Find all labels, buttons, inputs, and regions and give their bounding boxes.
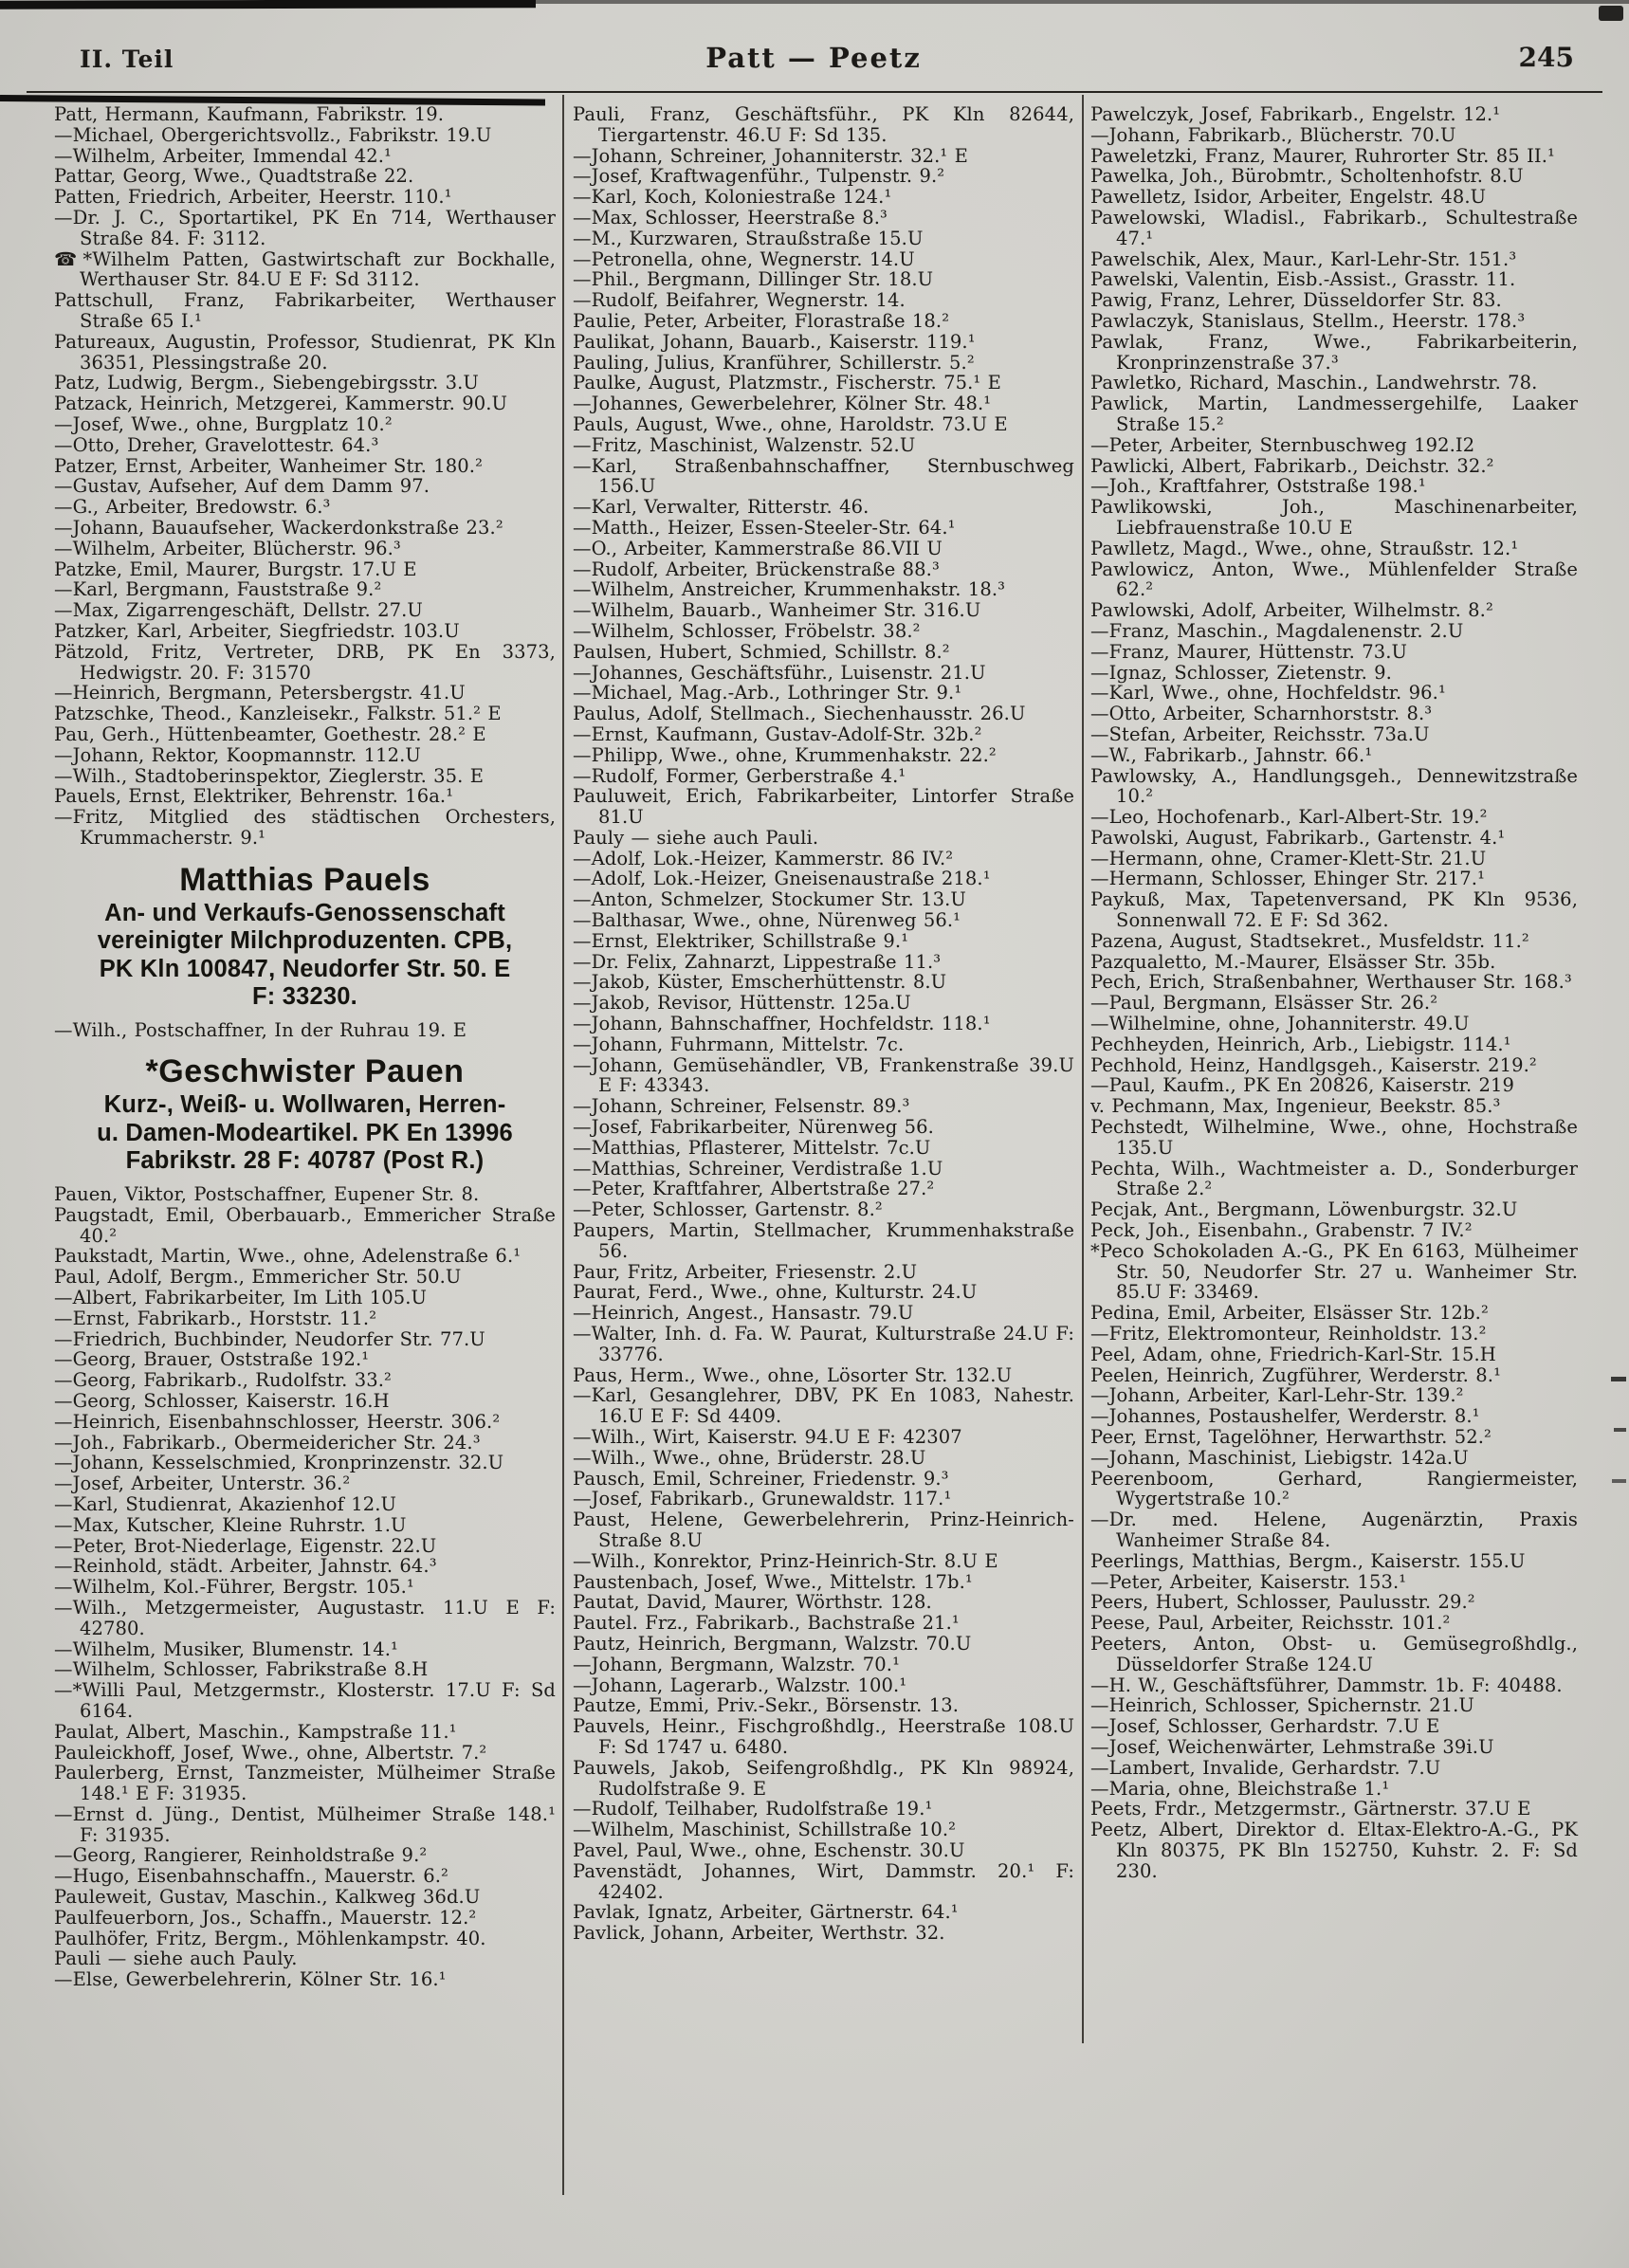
directory-entry: Pawelka, Joh., Bürobmtr., Scholtenhofstr. 8.U (1090, 165, 1524, 188)
directory-entry: —Josef, Fabrikarb., Grunewaldstr. 117.¹ (573, 1488, 952, 1510)
directory-entry: Patzke, Emil, Maurer, Burgstr. 17.U E (54, 558, 417, 580)
directory-entry: Pechhold, Heinz, Handlgsgeh., Kaiserstr. 219.² (1090, 1053, 1537, 1076)
directory-entry: Pauleweit, Gustav, Maschin., Kalkweg 36d.U (54, 1886, 481, 1909)
directory-entry: —Anton, Schmelzer, Stockumer Str. 13.U (573, 888, 966, 911)
directory-entry: —Karl, Wwe., ohne, Hochfeldstr. 96.¹ (1090, 682, 1446, 704)
directory-entry: —Josef, Schlosser, Gerhardstr. 7.U E (1090, 1715, 1440, 1738)
directory-entry: Pechta, Wilh., Wachtmeister a. D., Sonderburger Straße 2.² (1090, 1157, 1578, 1200)
directory-entry: —M., Kurzwaren, Straußstraße 15.U (573, 227, 924, 249)
directory-entry: —Heinrich, Bergmann, Petersbergstr. 41.U (54, 682, 466, 704)
section-label: II. Teil (80, 46, 174, 73)
directory-entry: —Paul, Bergmann, Elsässer Str. 26.² (1090, 992, 1438, 1015)
directory-entry: —Wilhelm, Kol.-Führer, Bergstr. 105.¹ (54, 1576, 414, 1599)
directory-entry: Pauling, Julius, Kranführer, Schillerstr. 5.² (573, 351, 975, 374)
directory-entry: —Jakob, Revisor, Hüttenstr. 125a.U (573, 992, 911, 1015)
directory-entry: Paukstadt, Martin, Wwe., ohne, Adelenstraße 6.¹ (54, 1245, 522, 1268)
directory-entry: —Heinrich, Schlosser, Spichernstr. 21.U (1090, 1694, 1474, 1717)
directory-entry: ☎*Wilhelm Patten, Gastwirtschaft zur Bockhalle, Werthauser Str. 84.U E F: Sd 3112. (54, 247, 556, 291)
directory-entry: —Georg, Schlosser, Kaiserstr. 16.H (54, 1389, 390, 1412)
directory-entry: Patureaux, Augustin, Professor, Studienrat, PK Kln 36351, Plessingstraße 20. (54, 330, 556, 374)
directory-entry: Pawolski, August, Fabrikarb., Gartenstr. 4.¹ (1090, 826, 1506, 849)
directory-entry: Pawelletz, Isidor, Arbeiter, Engelstr. 48.U (1090, 186, 1487, 209)
directory-entry: —Johann, Bahnschaffner, Hochfeldstr. 118.¹ (573, 1013, 991, 1035)
directory-entry: Pavlak, Ignatz, Arbeiter, Gärtnerstr. 64.¹ (573, 1901, 959, 1924)
directory-entry: Paulie, Peter, Arbeiter, Florastraße 18.² (573, 309, 950, 332)
directory-entry: Pauli, Franz, Geschäftsführ., PK Kln 82644, Tiergartenstr. 46.U F: Sd 135. (573, 103, 1074, 146)
directory-entry: Paulikat, Johann, Bauarb., Kaiserstr. 119.¹ (573, 330, 976, 353)
directory-entry: Paugstadt, Emil, Oberbauarb., Emmericher Straße 40.² (54, 1203, 556, 1247)
directory-entry: Patzer, Ernst, Arbeiter, Wanheimer Str. 180.² (54, 454, 483, 477)
running-title: Patt — Peetz (705, 42, 922, 74)
directory-entry: —Johann, Schreiner, Johanniterstr. 32.¹ E (573, 144, 968, 167)
directory-entry: Paulat, Albert, Maschin., Kampstraße 11.¹ (54, 1720, 457, 1743)
directory-entry: Paulerberg, Ernst, Tanzmeister, Mülheimer Straße 148.¹ E F: 31935. (54, 1762, 556, 1805)
directory-entry: Pazqualetto, M.-Maurer, Elsässer Str. 35b. (1090, 950, 1496, 973)
directory-entry: —Peter, Arbeiter, Sternbuschweg 192.I2 (1090, 433, 1475, 456)
directory-entry: Pawlowicz, Anton, Wwe., Mühlenfelder Straße 62.² (1090, 558, 1578, 601)
directory-entry: Pautel. Frz., Fabrikarb., Bachstraße 21.¹ (573, 1612, 960, 1635)
directory-entry: Pawelowski, Wladisl., Fabrikarb., Schultestraße 47.¹ (1090, 206, 1578, 249)
advertisement-line: PK Kln 100847, Neudorfer Str. 50. E (99, 955, 511, 982)
directory-entry: —Jakob, Küster, Emscherhüttenstr. 8.U (573, 971, 947, 994)
directory-entry: —Dr. med. Helene, Augenärztin, Praxis Wanheimer Straße 84. (1090, 1509, 1578, 1551)
directory-entry: Pazena, August, Stadtsekret., Musfeldstr. 11.² (1090, 929, 1529, 952)
directory-entry: Peese, Paul, Arbeiter, Reichsstr. 101.² (1090, 1612, 1451, 1635)
directory-entry: —Wilhelm, Arbeiter, Blücherstr. 96.³ (54, 537, 401, 559)
directory-entry: —Wilhelmine, ohne, Johanniterstr. 49.U (1090, 1013, 1470, 1035)
directory-entry: —Hermann, ohne, Cramer-Klett-Str. 21.U (1090, 847, 1487, 869)
directory-entry: Peetz, Albert, Direktor d. Eltax-Elektro-A.-G., PK Kln 80375, PK Bln 152750, Kuhstr. 2. F: Sd 230. (1090, 1819, 1578, 1882)
directory-entry: —Friedrich, Buchbinder, Neudorfer Str. 77.U (54, 1327, 485, 1350)
directory-entry: —Gustav, Aufseher, Auf dem Damm 97. (54, 475, 430, 498)
directory-entry: —Johann, Rektor, Koopmannstr. 112.U (54, 743, 421, 766)
directory-entry: —Max, Kutscher, Kleine Ruhrstr. 1.U (54, 1513, 407, 1536)
directory-entry: —Reinhold, städt. Arbeiter, Jahnstr. 64.³ (54, 1555, 437, 1578)
directory-entry: —Johann, Fabrikarb., Blücherstr. 70.U (1090, 123, 1456, 146)
directory-entry: —Ignaz, Schlosser, Zietenstr. 9. (1090, 661, 1392, 684)
directory-entry: Paust, Helene, Gewerbelehrerin, Prinz-Heinrich-Straße 8.U (573, 1509, 1074, 1551)
directory-entry: Pawlak, Franz, Wwe., Fabrikarbeiterin, Kronprinzenstraße 37.³ (1090, 330, 1578, 374)
advertisement (56, 1052, 554, 1176)
directory-entry: —H. W., Geschäftsführer, Dammstr. 1b. F: 40488. (1090, 1674, 1563, 1696)
directory-entry: —Matthias, Schreiner, Verdistraße 1.U (573, 1157, 943, 1180)
directory-entry: —G., Arbeiter, Bredowstr. 6.³ (54, 496, 331, 519)
directory-entry: Paulus, Adolf, Stellmach., Siechenhausstr. 26.U (573, 703, 1026, 725)
directory-entry: —Fritz, Maschinist, Walzenstr. 52.U (573, 433, 916, 456)
advertisement-line: F: 33230. (252, 983, 357, 1011)
directory-entry: —Wilhelm, Bauarb., Wanheimer Str. 316.U (573, 599, 981, 622)
directory-entry: Peelen, Heinrich, Zugführer, Werderstr. 8.¹ (1090, 1363, 1501, 1386)
directory-entry: —Paul, Kaufm., PK En 20826, Kaiserstr. 219 (1090, 1074, 1515, 1097)
scan-artifact (531, 0, 1629, 4)
directory-entry: —Joh., Fabrikarb., Obermeidericher Str. 24.³ (54, 1431, 481, 1454)
directory-entry: Pauly — siehe auch Pauli. (573, 826, 819, 849)
directory-entry: —Michael, Mag.-Arb., Lothringer Str. 9.¹ (573, 682, 962, 704)
directory-entry: Patzschke, Theod., Kanzleisekr., Falkstr. 51.² E (54, 703, 502, 725)
directory-entry: —Josef, Kraftwagenführ., Tulpenstr. 9.² (573, 165, 945, 188)
directory-entry: Peel, Adam, ohne, Friedrich-Karl-Str. 15.H (1090, 1343, 1496, 1365)
directory-entry: Pawlletz, Magd., Wwe., ohne, Straußstr. 12.¹ (1090, 537, 1519, 559)
directory-entry: —Heinrich, Angest., Hansastr. 79.U (573, 1302, 914, 1325)
directory-entry: —Fritz, Mitglied des städtischen Orchesters, Krummacherstr. 9.¹ (54, 806, 556, 849)
directory-entry: —Georg, Fabrikarb., Rudolfstr. 33.² (54, 1369, 392, 1392)
directory-entry: Pautz, Heinrich, Bergmann, Walzstr. 70.U (573, 1632, 972, 1655)
scan-artifact (1599, 6, 1623, 21)
directory-entry: Peets, Frdr., Metzgermstr., Gärtnerstr. 37.U E (1090, 1798, 1531, 1820)
directory-entry: Pauvels, Heinr., Fischgroßhdlg., Heerstraße 108.U F: Sd 1747 u. 6480. (573, 1715, 1074, 1758)
directory-entry: —Wilh., Metzgermeister, Augustastr. 11.U E F: 42780. (54, 1596, 556, 1639)
directory-entry: Pautat, David, Maurer, Wörthstr. 128. (573, 1591, 932, 1614)
directory-entry: —Franz, Maurer, Hüttenstr. 73.U (1090, 640, 1408, 663)
directory-entry: —Dr. J. C., Sportartikel, PK En 714, Werthauser Straße 84. F: 3112. (54, 206, 556, 249)
directory-entry: —Wilh., Konrektor, Prinz-Heinrich-Str. 8.U E (573, 1549, 998, 1572)
page-number: 245 (1518, 42, 1574, 73)
directory-entry: Pätzold, Fritz, Vertreter, DRB, PK En 3373, Hedwigstr. 20. F: 31570 (54, 640, 556, 684)
directory-entry: —Max, Schlosser, Heerstraße 8.³ (573, 206, 888, 229)
directory-entry: —Matth., Heizer, Essen-Steeler-Str. 64.¹ (573, 516, 956, 539)
directory-entry: Patz, Ludwig, Bergm., Siebengebirgsstr. 3.U (54, 372, 479, 394)
directory-entry: —Ernst, Elektriker, Schillstraße 9.¹ (573, 929, 909, 952)
directory-entry: Pechheyden, Heinrich, Arb., Liebigstr. 114.¹ (1090, 1033, 1511, 1055)
directory-entry: —Johann, Arbeiter, Karl-Lehr-Str. 139.² (1090, 1384, 1464, 1407)
directory-entry: Peer, Ernst, Tagelöhner, Herwarthstr. 52.² (1090, 1426, 1492, 1448)
directory-entry: Pawlaczyk, Stanislaus, Stellm., Heerstr. 178.³ (1090, 309, 1526, 332)
directory-entry: —Johann, Schreiner, Felsenstr. 89.³ (573, 1095, 910, 1118)
directory-entry: —Heinrich, Eisenbahnschlosser, Heerstr. 306.² (54, 1410, 501, 1433)
directory-entry: —Balthasar, Wwe., ohne, Nürenweg 56.¹ (573, 909, 961, 932)
directory-entry: —Wilh., Wwe., ohne, Brüderstr. 28.U (573, 1446, 926, 1469)
directory-entry: Pauleickhoff, Josef, Wwe., ohne, Albertstr. 7.² (54, 1741, 487, 1764)
scan-artifact (1612, 1479, 1626, 1483)
directory-entry: Pech, Erich, Straßenbahner, Werthauser Str. 168.³ (1090, 971, 1572, 994)
directory-entry: —Max, Zigarrengeschäft, Dellstr. 27.U (54, 599, 423, 622)
directory-entry: —Ernst, Kaufmann, Gustav-Adolf-Str. 32b.² (573, 722, 982, 745)
directory-entry: Pawlick, Martin, Landmessergehilfe, Laaker Straße 15.² (1090, 393, 1578, 435)
directory-entry: Paulsen, Hubert, Schmied, Schillstr. 8.² (573, 640, 950, 663)
directory-entry: —Albert, Fabrikarbeiter, Im Lith 105.U (54, 1286, 428, 1308)
directory-entry: —Lambert, Invalide, Gerhardstr. 7.U (1090, 1756, 1441, 1779)
directory-entry: —Josef, Weichenwärter, Lehmstraße 39i.U (1090, 1735, 1494, 1758)
directory-entry: —Peter, Schlosser, Gartenstr. 8.² (573, 1198, 883, 1221)
directory-entry: —Peter, Brot-Niederlage, Eigenstr. 22.U (54, 1534, 437, 1557)
directory-entry: —*Willi Paul, Metzgermstr., Klosterstr. 17.U F: Sd 6164. (54, 1679, 556, 1722)
directory-entry: Patzack, Heinrich, Metzgerei, Kammerstr. 90.U (54, 393, 508, 415)
directory-entry: —Johannes, Gewerbelehrer, Kölner Str. 48.¹ (573, 393, 992, 415)
advertisement-line: An- und Verkaufs-Genossenschaft (104, 899, 505, 926)
directory-entry: —Otto, Dreher, Gravelottestr. 64.³ (54, 433, 379, 456)
advertisement-line: Fabrikstr. 28 F: 40787 (Post R.) (125, 1147, 485, 1175)
page-header (53, 40, 1574, 87)
advertisement-line: vereinigter Milchproduzenten. CPB, (97, 927, 513, 955)
directory-entry: Patt, Hermann, Kaufmann, Fabrikstr. 19. (54, 103, 445, 125)
directory-entry: —Johann, Bergmann, Walzstr. 70.¹ (573, 1653, 900, 1675)
directory-entry: Paupers, Martin, Stellmacher, Krummenhakstraße 56. (573, 1219, 1074, 1262)
directory-entry: —Ernst, Fabrikarb., Horststr. 11.² (54, 1307, 377, 1329)
directory-entry: —Karl, Bergmann, Fauststraße 9.² (54, 578, 382, 601)
directory-entry: —Wilhelm, Schlosser, Fabrikstraße 8.H (54, 1658, 429, 1681)
directory-entry: Pawig, Franz, Lehrer, Düsseldorfer Str. 83. (1090, 289, 1502, 312)
column-divider (562, 95, 564, 2195)
directory-entry: Pecjak, Ant., Bergmann, Löwenburgstr. 32.U (1090, 1198, 1518, 1221)
directory-entry: —Karl, Studienrat, Akazienhof 12.U (54, 1492, 397, 1515)
directory-entry: —Georg, Rangierer, Reinholdstraße 9.² (54, 1844, 428, 1867)
directory-entry: —Adolf, Lok.-Heizer, Kammerstr. 86 IV.² (573, 847, 954, 869)
directory-entry: Pawlicki, Albert, Fabrikarb., Deichstr. 32.² (1090, 454, 1494, 477)
directory-entry: —Hermann, Schlosser, Ehinger Str. 217.¹ (1090, 868, 1485, 890)
directory-entry: —Wilhelm, Musiker, Blumenstr. 14.¹ (54, 1637, 398, 1660)
directory-entry: —Wilhelm, Arbeiter, Immendal 42.¹ (54, 144, 392, 167)
directory-entry: *Peco Schokoladen A.-G., PK En 6163, Mülheimer Str. 50, Neudorfer Str. 27 u. Wanheimer Str. 85.U F: 33469. (1090, 1239, 1578, 1304)
directory-entry: —Rudolf, Beifahrer, Wegnerstr. 14. (573, 289, 906, 312)
directory-entry: —Johannes, Geschäftsführ., Luisenstr. 21.U (573, 661, 986, 684)
directory-entry: —Karl, Gesanglehrer, DBV, PK En 1083, Nahestr. 16.U E F: Sd 4409. (573, 1384, 1074, 1428)
directory-entry: Pechstedt, Wilhelmine, Wwe., ohne, Hochstraße 135.U (1090, 1116, 1578, 1159)
directory-entry: Pauli — siehe auch Pauly. (54, 1948, 298, 1970)
directory-entry: —Dr. Felix, Zahnarzt, Lippestraße 11.³ (573, 950, 942, 973)
directory-entry: Pedina, Emil, Arbeiter, Elsässer Str. 12b.² (1090, 1302, 1489, 1325)
directory-entry: Pattschull, Franz, Fabrikarbeiter, Werthauser Straße 65 I.¹ (54, 289, 556, 332)
directory-entry: —Phil., Bergmann, Dillinger Str. 18.U (573, 268, 934, 291)
directory-entry: —Matthias, Pflasterer, Mittelstr. 7c.U (573, 1136, 931, 1159)
directory-entry: Pausch, Emil, Schreiner, Friedenstr. 9.³ (573, 1467, 949, 1490)
directory-entry: —Franz, Maschin., Magdalenenstr. 2.U (1090, 619, 1464, 642)
directory-entry: Pattar, Georg, Wwe., Quadtstraße 22. (54, 165, 414, 188)
directory-entry: —Wilhelm, Anstreicher, Krummenhakstr. 18.³ (573, 578, 1006, 601)
directory-entry: —Johann, Gemüsehändler, VB, Frankenstraße 39.U E F: 43343. (573, 1053, 1074, 1097)
directory-entry: Pauwels, Jakob, Seifengroßhdlg., PK Kln 98924, Rudolfstraße 9. E (573, 1756, 1074, 1800)
directory-entry: —W., Fabrikarb., Jahnstr. 66.¹ (1090, 743, 1373, 766)
directory-entry: —Karl, Verwalter, Ritterstr. 46. (573, 496, 869, 519)
directory-entry: Paulhöfer, Fritz, Bergm., Möhlenkampstr. 40. (54, 1927, 486, 1949)
directory-entry: Pawelschik, Alex, Maur., Karl-Lehr-Str. 151.³ (1090, 247, 1517, 270)
directory-entry: —Michael, Obergerichtsvollz., Fabrikstr. 19.U (54, 123, 492, 146)
directory-entry: Pauls, August, Wwe., ohne, Haroldstr. 73.U E (573, 412, 1008, 435)
directory-entry: Patzker, Karl, Arbeiter, Siegfriedstr. 103.U (54, 619, 460, 642)
directory-entry: —Josef, Arbeiter, Unterstr. 36.² (54, 1472, 351, 1495)
directory-entry: —Wilhelm, Schlosser, Fröbelstr. 38.² (573, 619, 921, 642)
directory-entry: —Fritz, Elektromonteur, Reinholdstr. 13.² (1090, 1323, 1487, 1345)
directory-entry: Paulfeuerborn, Jos., Schaffn., Mauerstr. 12.² (54, 1906, 477, 1929)
advertisement (56, 860, 554, 1012)
directory-entry: Pauluweit, Erich, Fabrikarbeiter, Lintorfer Straße 81.U (573, 785, 1074, 829)
directory-entry: Paur, Fritz, Arbeiter, Friesenstr. 2.U (573, 1260, 918, 1283)
directory-entry: —Johann, Bauaufseher, Wackerdonkstraße 23.² (54, 516, 503, 539)
directory-entry: —Maria, ohne, Bleichstraße 1.¹ (1090, 1777, 1390, 1800)
advertisement-title: *Geschwister Pauen (145, 1053, 465, 1090)
directory-entry: Pauen, Viktor, Postschaffner, Eupener Str. 8. (54, 1182, 480, 1205)
directory-entry: Paus, Herm., Wwe., ohne, Lösorter Str. 132.U (573, 1363, 1013, 1386)
directory-column-2 (573, 104, 1074, 1944)
directory-entry: —Johann, Lagerarb., Walzstr. 100.¹ (573, 1674, 907, 1696)
directory-entry: —Peter, Kraftfahrer, Albertstraße 27.² (573, 1178, 935, 1200)
directory-entry: —Josef, Fabrikarbeiter, Nürenweg 56. (573, 1116, 934, 1139)
scan-artifact (1614, 1428, 1626, 1432)
directory-entry: Pawlowsky, A., Handlungsgeh., Dennewitzstraße 10.² (1090, 764, 1578, 808)
directory-entry: —Stefan, Arbeiter, Reichsstr. 73a.U (1090, 722, 1430, 745)
directory-entry: —Rudolf, Arbeiter, Brückenstraße 88.³ (573, 558, 940, 580)
directory-entry: —Johannes, Postaushelfer, Werderstr. 8.¹ (1090, 1405, 1480, 1428)
directory-entry: Pau, Gerh., Hüttenbeamter, Goethestr. 28.² E (54, 722, 486, 745)
directory-entry: —Johann, Fuhrmann, Mittelstr. 7c. (573, 1033, 905, 1055)
directory-entry: —Wilh., Stadtoberinspektor, Zieglerstr. 35. E (54, 764, 485, 787)
directory-entry: Pavel, Paul, Wwe., ohne, Eschenstr. 30.U (573, 1838, 965, 1861)
advertisement-title: Matthias Pauels (179, 861, 430, 898)
advertisement-line: u. Damen-Modeartikel. PK En 13996 (97, 1119, 513, 1146)
directory-column-1 (54, 104, 556, 1990)
directory-entry: Pawletko, Richard, Maschin., Landwehrstr. 78. (1090, 372, 1538, 394)
scan-artifact (1611, 1377, 1626, 1381)
directory-entry: Paykuß, Max, Tapetenversand, PK Kln 9536, Sonnenwall 72. E F: Sd 362. (1090, 888, 1578, 932)
directory-entry: —O., Arbeiter, Kammerstraße 86.VII U (573, 537, 943, 559)
directory-entry: Paustenbach, Josef, Wwe., Mittelstr. 17b.¹ (573, 1570, 973, 1593)
directory-entry: —Walter, Inh. d. Fa. W. Paurat, Kulturstraße 24.U F: 33776. (573, 1323, 1074, 1365)
directory-entry: —Johann, Kesselschmied, Kronprinzenstr. 32.U (54, 1452, 504, 1474)
directory-entry: Paurat, Ferd., Wwe., ohne, Kulturstr. 24.U (573, 1281, 978, 1304)
directory-entry: —Ernst d. Jüng., Dentist, Mülheimer Straße 148.¹ F: 31935. (54, 1802, 556, 1846)
directory-entry: —Wilh., Postschaffner, In der Ruhrau 19. E (54, 1018, 467, 1041)
advertisement-line: Kurz-, Weiß- u. Wollwaren, Herren- (103, 1091, 506, 1119)
directory-entry: Paweletzki, Franz, Maurer, Ruhrorter Str. 85 II.¹ (1090, 144, 1555, 167)
directory-entry: —Petronella, ohne, Wegnerstr. 14.U (573, 247, 915, 270)
directory-entry: Pauels, Ernst, Elektriker, Behrenstr. 16a.¹ (54, 785, 454, 808)
directory-entry: —Karl, Straßenbahnschaffner, Sternbuschweg 156.U (573, 454, 1074, 498)
directory-entry: Pawlikowski, Joh., Maschinenarbeiter, Liebfrauenstraße 10.U E (1090, 496, 1578, 539)
scan-artifact (0, 0, 536, 9)
directory-entry: Peerlings, Matthias, Bergm., Kaiserstr. 155.U (1090, 1549, 1526, 1572)
directory-entry: —Leo, Hochofenarb., Karl-Albert-Str. 19.² (1090, 806, 1488, 829)
directory-entry: —Philipp, Wwe., ohne, Krummenhakstr. 22.² (573, 743, 997, 766)
column-divider (1082, 95, 1084, 2043)
directory-entry: —Hugo, Eisenbahnschaffn., Mauerstr. 6.² (54, 1865, 448, 1888)
directory-entry: Pavenstädt, Johannes, Wirt, Dammstr. 20.¹ F: 42402. (573, 1859, 1074, 1903)
directory-entry: v. Pechmann, Max, Ingenieur, Beekstr. 85.³ (1090, 1095, 1501, 1118)
directory-entry: —Otto, Arbeiter, Scharnhorststr. 8.³ (1090, 703, 1433, 725)
directory-entry: —Joh., Kraftfahrer, Oststraße 198.¹ (1090, 475, 1426, 498)
directory-entry: Pawelczyk, Josef, Fabrikarb., Engelstr. 12.¹ (1090, 103, 1501, 125)
directory-entry: Pawlowski, Adolf, Arbeiter, Wilhelmstr. 8.² (1090, 599, 1493, 622)
directory-entry: —Karl, Koch, Koloniestraße 124.¹ (573, 186, 892, 209)
directory-entry: —Adolf, Lok.-Heizer, Gneisenaustraße 218.¹ (573, 868, 991, 890)
directory-entry: —Johann, Maschinist, Liebigstr. 142a.U (1090, 1446, 1469, 1469)
directory-entry: Pawelski, Valentin, Eisb.-Assist., Grasstr. 11. (1090, 268, 1516, 291)
directory-entry: Pautze, Emmi, Priv.-Sekr., Börsenstr. 13. (573, 1694, 960, 1717)
header-rule (27, 91, 1602, 93)
directory-entry: Peerenboom, Gerhard, Rangiermeister, Wygertstraße 10.² (1090, 1467, 1578, 1510)
directory-entry: —Wilh., Wirt, Kaiserstr. 94.U E F: 42307 (573, 1426, 962, 1448)
directory-entry: —Georg, Brauer, Oststraße 192.¹ (54, 1348, 370, 1371)
directory-entry: Pavlick, Johann, Arbeiter, Werthstr. 32. (573, 1922, 945, 1945)
directory-entry: —Wilhelm, Maschinist, Schillstraße 10.² (573, 1819, 957, 1841)
directory-entry: Peers, Hubert, Schlosser, Paulusstr. 29.² (1090, 1591, 1475, 1614)
directory-entry: Patten, Friedrich, Arbeiter, Heerstr. 110.¹ (54, 186, 452, 209)
directory-entry: Paulke, August, Platzmstr., Fischerstr. 75.¹ E (573, 372, 1001, 394)
directory-entry: —Else, Gewerbelehrerin, Kölner Str. 16.¹ (54, 1968, 447, 1991)
directory-entry: —Josef, Wwe., ohne, Burgplatz 10.² (54, 412, 393, 435)
directory-entry: Peeters, Anton, Obst- u. Gemüsegroßhdlg., Düsseldorfer Straße 124.U (1090, 1632, 1578, 1675)
directory-column-3 (1090, 104, 1578, 1882)
directory-entry: Paul, Adolf, Bergm., Emmericher Str. 50.U (54, 1266, 462, 1289)
directory-entry: —Peter, Arbeiter, Kaiserstr. 153.¹ (1090, 1570, 1407, 1593)
directory-entry: Peck, Joh., Eisenbahn., Grabenstr. 7 IV.² (1090, 1219, 1473, 1242)
directory-entry: —Rudolf, Former, Gerberstraße 4.¹ (573, 764, 906, 787)
directory-entry: —Rudolf, Teilhaber, Rudolfstraße 19.¹ (573, 1798, 933, 1820)
